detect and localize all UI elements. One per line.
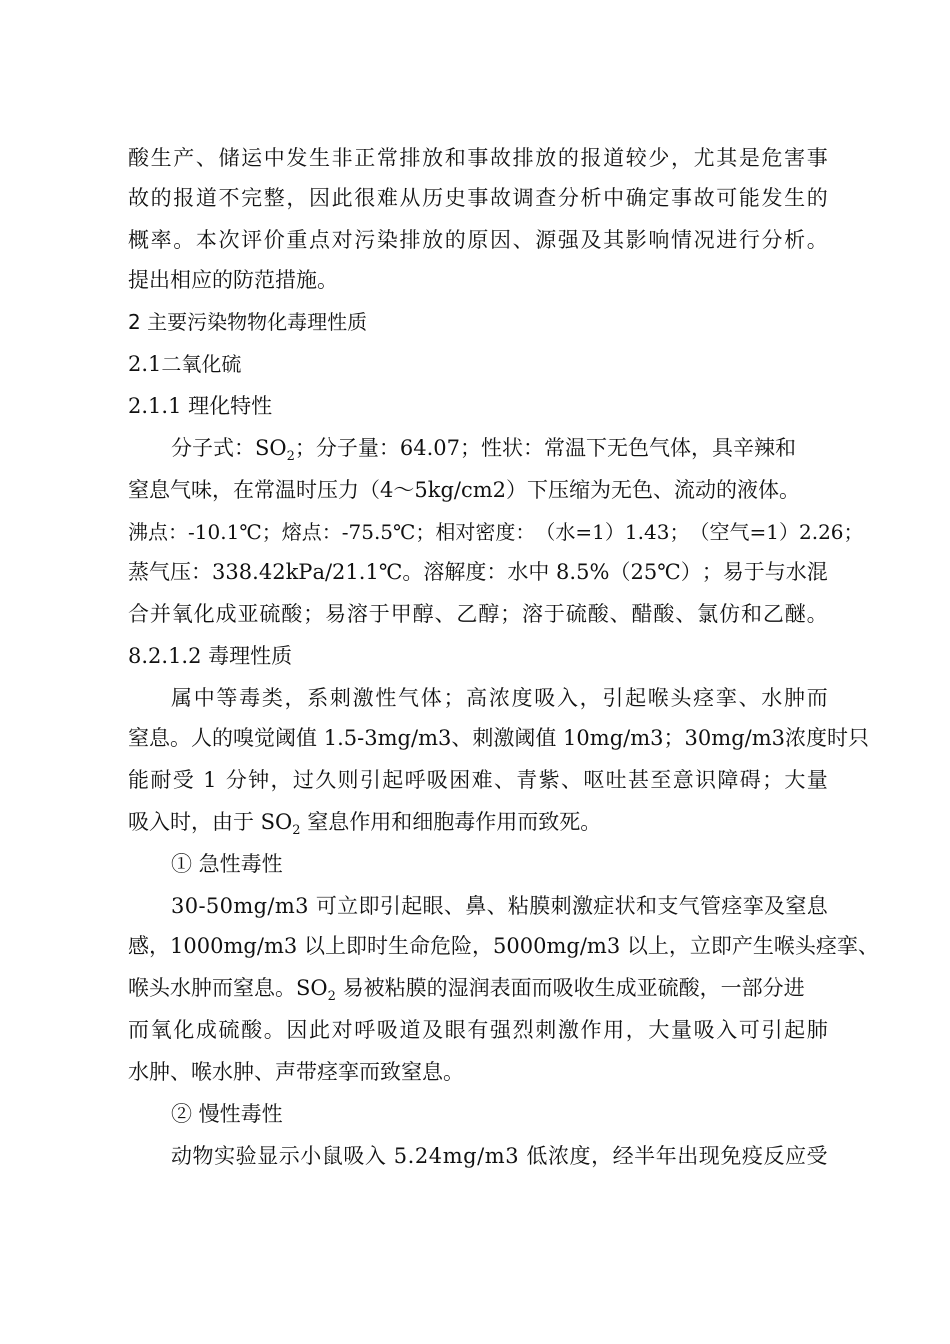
paragraph-line: 属 中 等 毒 类 ， 系 刺 激 性 气 体 ； 高 浓 度 吸 入 ， 引 起 喉 头 痉 挛 、 水 肿 而 [171, 686, 828, 710]
paragraph-line: 沸 点 ： - 1 0 . 1 ℃ ； 熔 点 ： - 7 5 . 5 ℃ ； 相 对 密 度 ： （ 水 = 1 ） 1 . 4 3 ； （ 空 气 = 1 ） 2 . 2 6 ； [128, 520, 864, 544]
paragraph-line: 窒息气味，在常温时压力（4～5kg/cm2）下压缩为无色、流动的液体。 [128, 478, 800, 502]
subsection-heading [128, 344, 828, 384]
paragraph-line [171, 428, 828, 468]
paragraph-line: 提出相应的防范措施。 [128, 268, 338, 292]
paragraph-line: 水肿、喉水肿、声带痉挛而致窒息。 [128, 1060, 464, 1084]
paragraph-line: 感 ， 1 0 0 0 m g / m 3 以 上 即 时 生 命 危 险 ， 5 0 0 0 m g / m 3 以 上 ， 立 即 产 生 喉 头 痉 挛 、 [128, 934, 879, 958]
paragraph-line: 合 并 氧 化 成 亚 硫 酸 ； 易 溶 于 甲 醇 、 乙 醇 ； 溶 于 硫 酸 、 醋 酸 、 氯 仿 和 乙 醚 。 [128, 602, 828, 626]
text-run: 喉头水肿而窒息。SO [128, 976, 328, 1000]
paragraph-line: 概 率 。 本 次 评 价 重 点 对 污 染 排 放 的 原 因 、 源 强 及 其 影 响 情 况 进 行 分 析 。 [128, 228, 828, 252]
text-run: 易被粘膜的湿润表面而吸收生成亚硫酸，一部分进 [335, 976, 805, 1000]
paragraph-line: 动 物 实 验 显 示 小 鼠 吸 入 5 . 2 4 m g / m 3 低 浓 度 ， 经 半 年 出 现 免 疫 反 应 受 [171, 1144, 828, 1168]
subsubsection-heading: 8.2.1.2 毒理性质 [128, 644, 293, 668]
list-heading-acute-toxicity: ① 急性毒性 [171, 852, 283, 876]
paragraph-line: 而 氧 化 成 硫 酸 。 因 此 对 呼 吸 道 及 眼 有 强 烈 刺 激 作 用 ， 大 量 吸 入 可 引 起 肺 [128, 1018, 828, 1042]
paragraph-line: 蒸 气 压 ： 3 3 8 . 4 2 k P a / 2 1 . 1 ℃ 。 溶 解 度 ： 水 中 8 . 5 % （ 2 5 ℃ ） ； 易 于 与 水 混 [128, 560, 828, 584]
subscript: 2 [327, 989, 336, 1004]
paragraph-line: 酸 生 产 、 储 运 中 发 生 非 正 常 排 放 和 事 故 排 放 的 报 道 较 少 ， 尤 其 是 危 害 事 [128, 146, 828, 170]
text-run: 分子式：SO [171, 436, 287, 460]
paragraph-line [128, 968, 828, 1008]
text-run: ；分子量：64.07；性状：常温下无色气体，具辛辣和 [294, 436, 797, 460]
paragraph-line: 窒 息 。 人 的 嗅 觉 阈 值 1 . 5 - 3 m g / m 3 、 刺 激 阈 值 1 0 m g / m 3 ； 3 0 m g / m 3 浓 度 时 只 [128, 726, 870, 750]
subsection-number: 2.1 [128, 352, 162, 376]
text-run: 窒息作用和细胞毒作用而致死。 [300, 810, 602, 834]
paragraph-line: 3 0 - 5 0 m g / m 3 可 立 即 引 起 眼 、 鼻 、 粘 膜 刺 激 症 状 和 支 气 管 痉 挛 及 窒 息 [171, 894, 828, 918]
section-heading: 2 主要污染物物化毒理性质 [128, 310, 368, 334]
subsubsection-heading: 2.1.1 理化特性 [128, 394, 273, 418]
paragraph-line [128, 802, 828, 842]
subscript: 2 [286, 449, 295, 464]
paragraph-line: 能 耐 受 1 分 钟 ， 过 久 则 引 起 呼 吸 困 难 、 青 紫 、 呕 吐 甚 至 意 识 障 碍 ； 大 量 [128, 768, 828, 792]
list-heading-chronic-toxicity: ② 慢性毒性 [171, 1102, 283, 1126]
text-run: 吸入时，由于 SO [128, 810, 293, 834]
subscript: 2 [292, 823, 301, 838]
subsection-title: 二氧化硫 [161, 352, 242, 376]
paragraph-line: 故 的 报 道 不 完 整 ， 因 此 很 难 从 历 史 事 故 调 查 分 析 中 确 定 事 故 可 能 发 生 的 [128, 186, 828, 210]
